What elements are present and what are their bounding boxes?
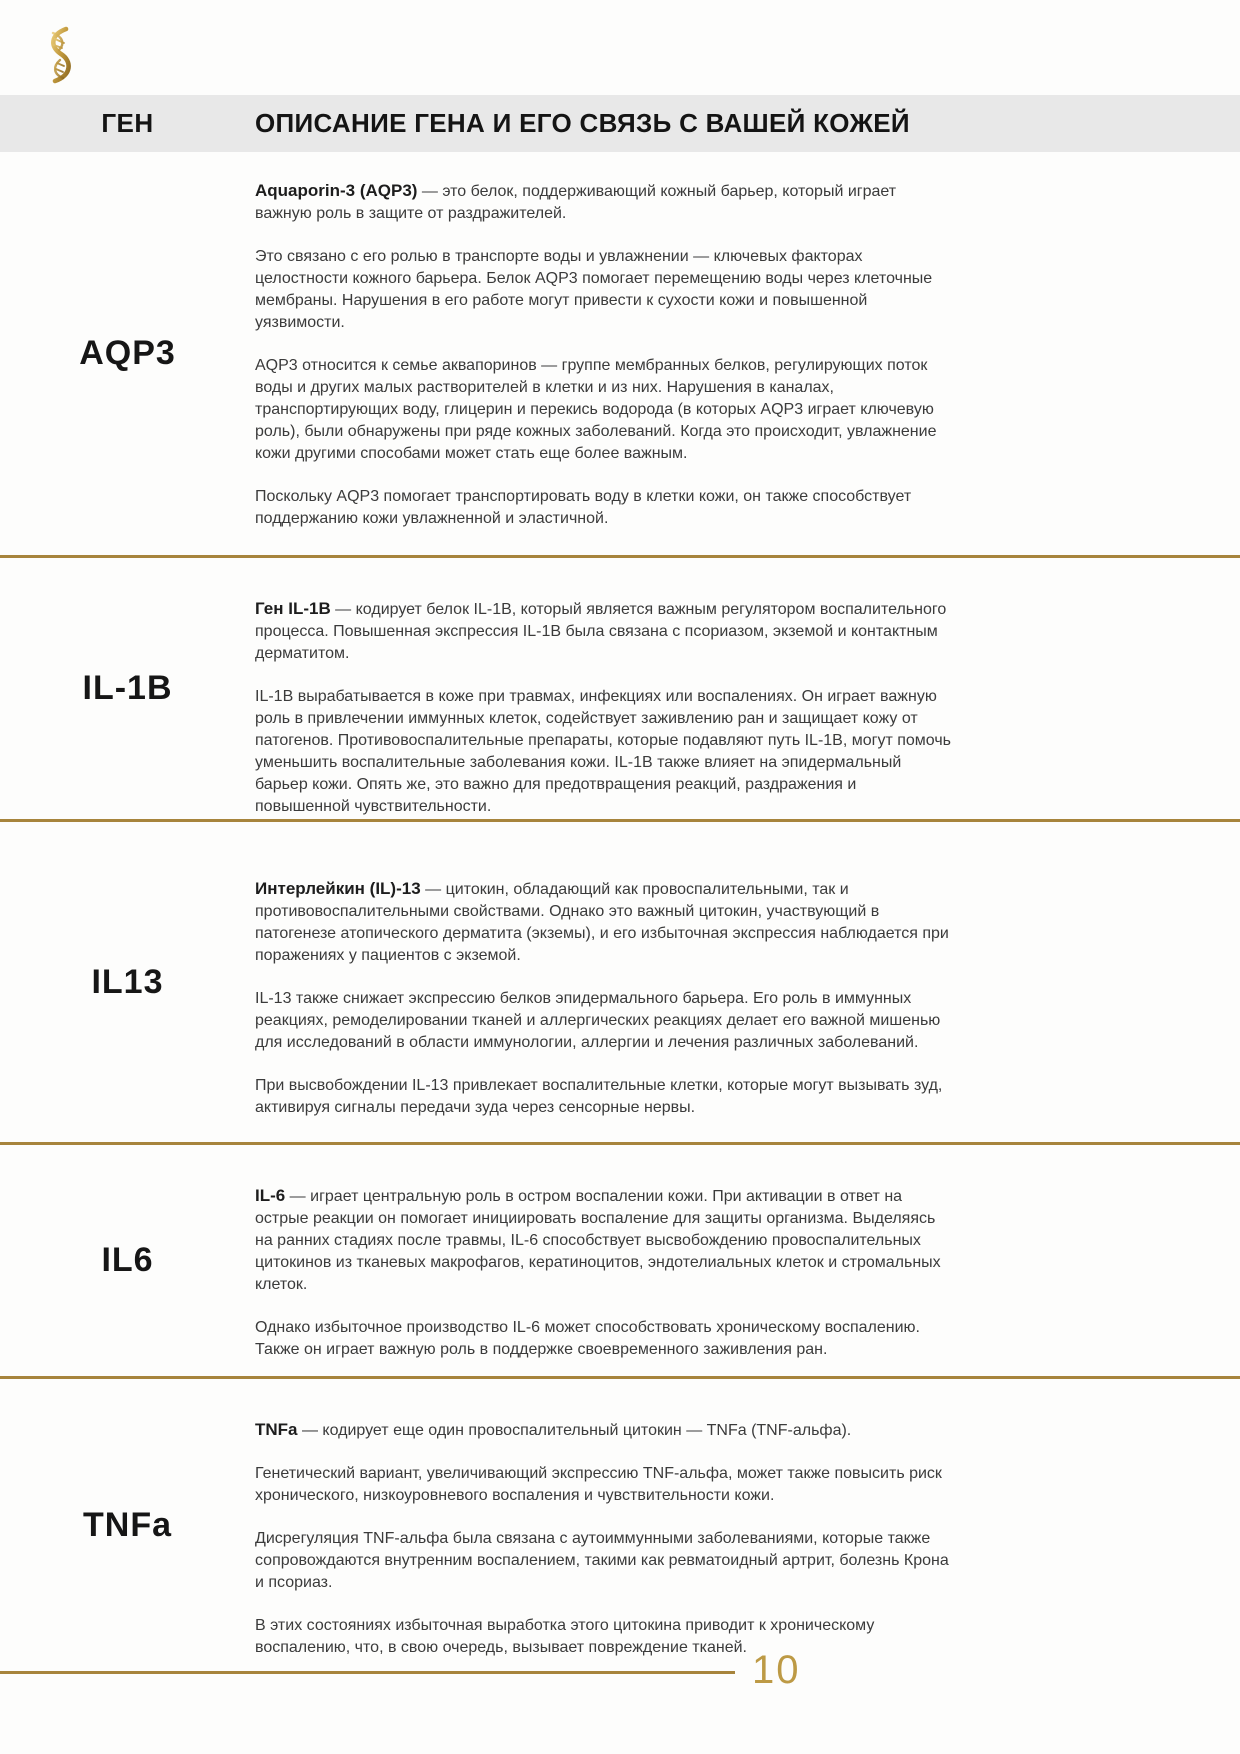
table-row-tnfa — [0, 1379, 1240, 1671]
paragraph-text: — играет центральную роль в остром воспалении кожи. При активации в ответ на острые реакции он помогает инициировать воспаление для защиты организма. Выделяясь на ранних стадиях после травмы, IL-6 способствует высвобождению провоспалительных цитокинов из тканевых макрофагов, кератиноцитов, эндотелиальных клеток и стромальных клеток. — [255, 1188, 941, 1293]
paragraph-text: Это связано с его ролью в транспорте воды и увлажнении — ключевых факторах целостности кожного барьера. Белок AQP3 помогает перемещению воды через клеточные мембраны. Нарушения в его работе могут привести к сухости кожи и повышенной уязвимости. — [255, 248, 933, 331]
paragraph — [255, 180, 955, 225]
page-number: 10 — [752, 1648, 801, 1692]
paragraph-text: — кодирует еще один провоспалительный цитокин — TNFa (TNF-альфа). — [297, 1422, 852, 1439]
gene-lead: Aquaporin-3 (AQP3) — [255, 181, 418, 200]
paragraph — [255, 246, 955, 334]
paragraph-text: AQP3 относится к семье аквапоринов — группе мембранных белков, регулирующих поток воды и других малых растворителей в клетки и из них. Нарушения в каналах, транспортирующих воду, глицерин и перекись водорода (в которых AQP3 играет ключевую роль), были обнаружены при ряде кожных заболеваний. Когда это происходит, увлажнение кожи другими способами может стать еще более важным. — [255, 357, 937, 462]
paragraph-text: Однако избыточное производство IL-6 может способствовать хроническому воспалению. Также он играет важную роль в поддержке своевременного заживления ран. — [255, 1319, 920, 1358]
paragraph — [255, 1528, 955, 1594]
paragraph — [255, 988, 955, 1054]
gene-name: IL-1B — [82, 669, 173, 707]
gene-cell — [0, 822, 255, 1142]
gene-cell — [0, 1379, 255, 1671]
paragraph — [255, 686, 955, 818]
paragraph-text: — это белок, поддерживающий кожный барьер, который играет важную роль в защите от раздражителей. — [255, 183, 897, 222]
gene-name: AQP3 — [79, 334, 176, 372]
paragraph-text: — цитокин, обладающий как провоспалительными, так и противовоспалительными свойствами. Однако это важный цитокин, участвующий в патогенезе атопического дерматита (экземы), и его избыточная экспрессия наблюдается при поражениях у пациентов с экземой. — [255, 881, 949, 964]
table-row-aqp3 — [0, 152, 1240, 558]
table-row-il1b — [0, 558, 1240, 822]
paragraph — [255, 878, 955, 967]
gene-name: TNFa — [83, 1505, 172, 1544]
gene-lead: IL-6 — [255, 1186, 286, 1205]
paragraph-text: IL-13 также снижает экспрессию белков эпидермального барьера. Его роль в иммунных реакциях, ремоделировании тканей и аллергических реакциях делает его важной мишенью для исследований в области иммунологии, аллергии и лечения различных заболеваний. — [255, 990, 941, 1051]
paragraph — [255, 1463, 955, 1507]
gene-table — [0, 152, 1240, 1671]
paragraph — [255, 1615, 955, 1659]
paragraph-text: IL-1B вырабатывается в коже при травмах, инфекциях или воспалениях. Он играет важную роль в привлечении иммунных клеток, содействует заживлению ран и защищает кожу от патогенов. Противовоспалительные препараты, которые подавляют путь IL-1B, могут помочь уменьшить воспалительные заболевания кожи. IL-1B также влияет на эпидермальный барьер кожи. Опять же, это важно для предотвращения реакций, раздражения и повышенной чувствительности. — [255, 688, 952, 815]
paragraph-text: Дисрегуляция TNF-альфа была связана с аутоиммунными заболеваниями, которые также сопровождаются внутренним воспалением, такими как ревматоидный артрит, болезнь Крона и псориаз. — [255, 1530, 949, 1591]
paragraph — [255, 486, 955, 530]
paragraph-text: — кодирует белок IL-1B, который является важным регулятором воспалительного процесса. Повышенная экспрессия IL-1B была связана с псориазом, экземой и контактным дерматитом. — [255, 601, 947, 662]
gene-description — [255, 1145, 965, 1376]
table-row-il13 — [0, 822, 1240, 1145]
gene-column-header: ГЕН — [101, 108, 154, 138]
paragraph-text: В этих состояниях избыточная выработка этого цитокина приводит к хроническому воспалению, что, в свою очередь, вызывает повреждение тканей. — [255, 1617, 875, 1656]
dna-helix-icon — [42, 26, 76, 84]
gene-name: IL6 — [101, 1241, 154, 1279]
paragraph — [255, 1075, 955, 1119]
gene-cell — [0, 1145, 255, 1376]
description-column-header: ОПИСАНИЕ ГЕНА И ЕГО СВЯЗЬ С ВАШЕЙ КОЖЕЙ — [255, 108, 910, 138]
gene-cell — [0, 152, 255, 555]
gene-cell — [0, 558, 255, 819]
gene-lead: TNFa — [255, 1420, 298, 1439]
paragraph — [255, 598, 955, 665]
paragraph — [255, 1317, 955, 1361]
paragraph-text: Поскольку AQP3 помогает транспортировать воду в клетки кожи, он также способствует поддержанию кожи увлажненной и эластичной. — [255, 488, 912, 527]
table-row-il6 — [0, 1145, 1240, 1379]
gene-description — [255, 558, 965, 819]
footer-divider — [0, 1671, 735, 1674]
gene-description — [255, 1379, 965, 1671]
paragraph — [255, 1185, 955, 1296]
gene-lead: Ген IL-1B — [255, 599, 331, 618]
paragraph — [255, 355, 955, 465]
paragraph-text: Генетический вариант, увеличивающий экспрессию TNF-альфа, может также повысить риск хронического, низкоуровневого воспаления и чувствительности кожи. — [255, 1465, 942, 1504]
gene-name: IL13 — [91, 962, 164, 1001]
gene-description — [255, 152, 965, 555]
paragraph — [255, 1419, 955, 1442]
table-header — [0, 95, 1240, 152]
gene-lead: Интерлейкин (IL)-13 — [255, 879, 421, 898]
paragraph-text: При высвобождении IL-13 привлекает воспалительные клетки, которые могут вызывать зуд, активируя сигналы передачи зуда через сенсорные нервы. — [255, 1077, 943, 1116]
gene-description — [255, 822, 965, 1142]
